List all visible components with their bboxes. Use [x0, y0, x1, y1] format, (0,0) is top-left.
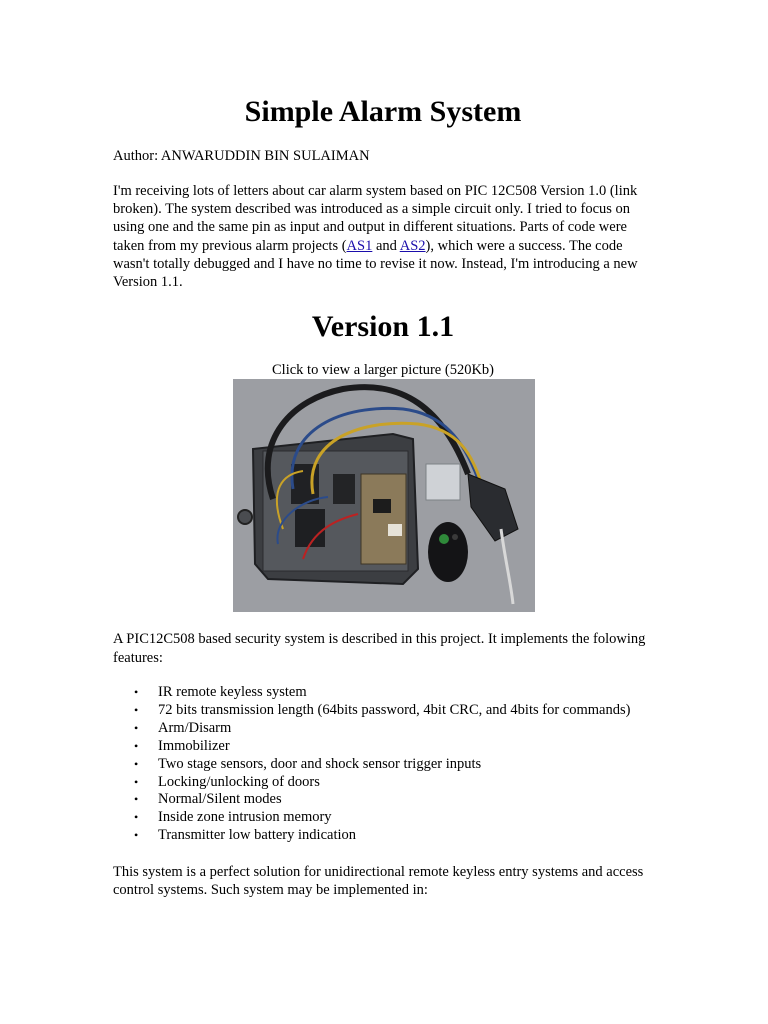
intro-paragraph [113, 182, 658, 291]
bullet-icon: • [134, 810, 139, 825]
image-caption: Click to view a larger picture (520Kb) [272, 362, 494, 378]
feature-text: Immobilizer [158, 737, 230, 754]
circuit-board-illustration [233, 379, 535, 612]
feature-list-item [113, 791, 658, 809]
intro-text-part-2: and [372, 237, 400, 254]
feature-text: Locking/unlocking of doors [158, 773, 320, 790]
intro-text-part-1: I'm receiving lots of letters about car alarm system based on PIC 12C508 Version 1.0 (link broken). The system described was introduced as a simple circuit only. I tried to focus on using one and the same pin as input and output in different situations. Parts of code were taken from my previous alarm projects ( [113, 183, 638, 254]
feature-list-item [113, 684, 658, 702]
features-intro-paragraph: A PIC12C508 based security system is described in this project. It implements the folowing features: [113, 631, 646, 666]
bullet-icon: • [134, 756, 139, 771]
bullet-icon: • [134, 738, 139, 753]
bullet-icon: • [134, 828, 139, 843]
feature-text: Arm/Disarm [158, 719, 232, 736]
section-heading-version: Version 1.1 [311, 310, 455, 343]
feature-text: Inside zone intrusion memory [158, 809, 332, 826]
feature-list-item [113, 774, 658, 792]
author-line: Author: ANWARUDDIN BIN SULAIMAN [113, 148, 370, 164]
feature-list-item [113, 702, 658, 720]
bullet-icon: • [134, 774, 139, 789]
intro-text-part-3: ), which were a success. The code wasn't totally debugged and I have no time to revise it now. Instead, I'm introducing a new Version 1.1. [113, 237, 638, 291]
bullet-icon: • [134, 792, 139, 807]
bullet-icon: • [134, 702, 139, 717]
feature-text: Transmitter low battery indication [158, 827, 357, 844]
feature-text: IR remote keyless system [158, 684, 307, 700]
alarm-circuit-board-photo[interactable] [233, 379, 535, 612]
closing-paragraph: This system is a perfect solution for unidirectional remote keyless entry systems and access control systems. Such system may be implemented in: [113, 864, 644, 898]
feature-list-item [113, 809, 658, 827]
as1-link[interactable]: AS1 [346, 237, 373, 254]
feature-list-item [113, 720, 658, 738]
feature-list-item [113, 738, 658, 756]
feature-text: Two stage sensors, door and shock sensor trigger inputs [158, 755, 482, 772]
bullet-icon: • [134, 685, 139, 699]
page-title: Simple Alarm System [244, 95, 522, 128]
feature-text: Normal/Silent modes [158, 791, 282, 808]
feature-text: 72 bits transmission length (64bits password, 4bit CRC, and 4bits for commands) [158, 701, 631, 718]
bullet-icon: • [134, 720, 139, 735]
feature-list-item [113, 756, 658, 774]
feature-list-item [113, 827, 658, 845]
as2-link[interactable]: AS2 [399, 237, 426, 254]
features-list [113, 684, 658, 845]
